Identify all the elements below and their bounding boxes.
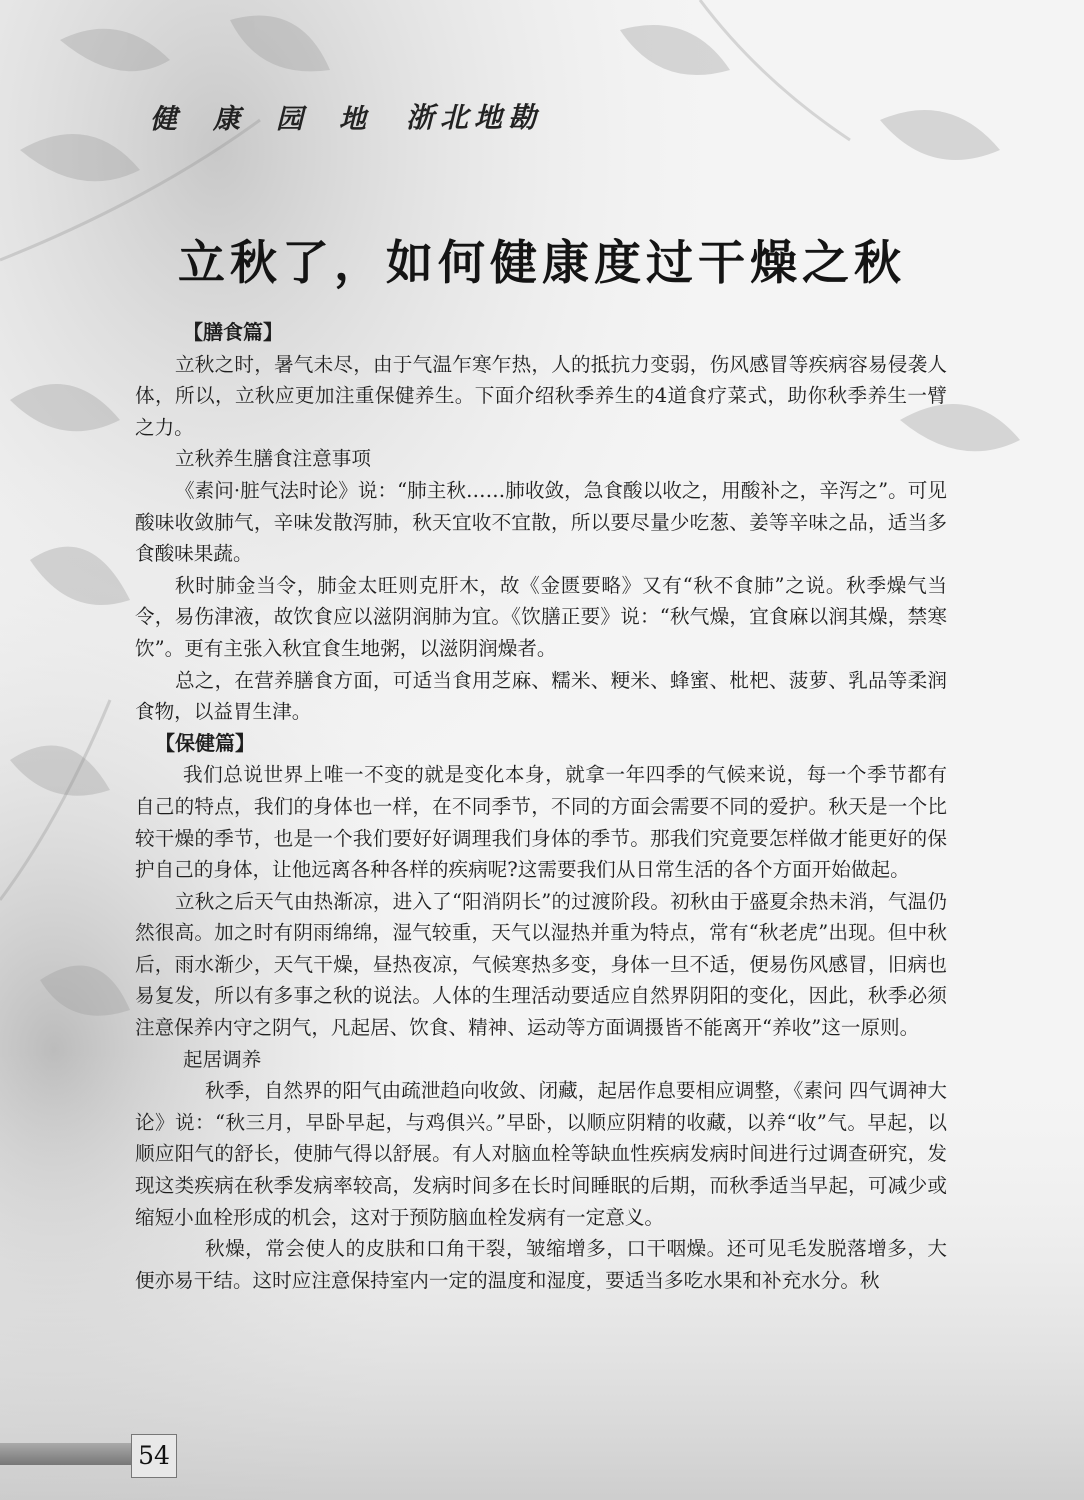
- section-heading-health: 【保健篇】: [155, 730, 255, 755]
- subheading-daily-routine: 起居调养: [183, 1047, 262, 1071]
- paragraph: 秋燥，常会使人的皮肤和口角干裂，皱缩增多，口干咽燥。还可见毛发脱落增多，大便亦易干结。这时应注意保持室内一定的温度和湿度，要适当多吃水果和补充水分。秋: [135, 1237, 947, 1292]
- magazine-name: 浙北地勘: [406, 101, 543, 134]
- magazine-header: [150, 96, 542, 136]
- page-number: 54: [131, 1434, 177, 1478]
- page-number-bar: [0, 1443, 131, 1465]
- paragraph: 《素问·脏气法时论》说：“肺主秋……肺收敛，急食酸以收之，用酸补之，辛泻之”。可见酸味收敛肺气，辛味发散泻肺，秋天宜收不宜散，所以要尽量少吃葱、姜等辛味之品，适当多食酸味果蔬。: [135, 478, 947, 566]
- article-title: 立秋了，如何健康度过干燥之秋: [178, 236, 906, 291]
- paragraph: 总之，在营养膳食方面，可适当食用芝麻、糯米、粳米、蜂蜜、枇杷、菠萝、乳品等柔润食物，以益胃生津。: [135, 668, 947, 724]
- paragraph: 立秋之时，暑气未尽，由于气温乍寒乍热，人的抵抗力变弱，伤风感冒等疾病容易侵袭人体，所以，立秋应更加注重保健养生。下面介绍秋季养生的4道食疗菜式，助你秋季养生一臂之力。: [135, 352, 947, 439]
- article-body: [135, 317, 947, 1296]
- paragraph: 秋时肺金当令，肺金太旺则克肝木，故《金匮要略》又有“秋不食肺”之说。秋季燥气当令，易伤津液，故饮食应以滋阴润肺为宜。《饮膳正要》说：“秋气燥，宜食麻以润其燥，禁寒饮”。更有主张入秋宜食生地粥，以滋阴润燥者。: [135, 573, 947, 660]
- paragraph: 立秋之后天气由热渐凉，进入了“阳消阴长”的过渡阶段。初秋由于盛夏余热未消，气温仍然很高。加之时有阴雨绵绵，湿气较重，天气以湿热并重为特点，常有“秋老虎”出现。但中秋后，雨水渐少，天气干燥，昼热夜凉，气候寒热多变，身体一旦不适，便易伤风感冒，旧病也易复发，所以有多事之秋的说法。人体的生理活动要适应自然界阴阳的变化，因此，秋季必须注意保养内守之阴气，凡起居、饮食、精神、运动等方面调摄皆不能离开“养收”这一原则。: [135, 889, 947, 1040]
- column-name: 健康园地: [150, 103, 402, 135]
- paragraph: 我们总说世界上唯一不变的就是变化本身，就拿一年四季的气候来说，每一个季节都有自己的特点，我们的身体也一样，在不同季节，不同的方面会需要不同的爱护。秋天是一个比较干燥的季节，也是一个我们要好好调理我们身体的季节。那我们究竟要怎样做才能更好的保护自己的身体，让他远离各种各样的疾病呢?这需要我们从日常生活的各个方面开始做起。: [135, 763, 947, 882]
- section-heading-diet: 【膳食篇】: [183, 320, 283, 344]
- paragraph: 秋季，自然界的阳气由疏泄趋向收敛、闭藏，起居作息要相应调整，《素问 四气调神大论》说：“秋三月，早卧早起，与鸡俱兴。”早卧，以顺应阴精的收藏，以养“收”气。早起，以顺应阳气的舒长，使肺气得以舒展。有人对脑血栓等缺血性疾病发病时间进行过调查研究，发现这类疾病在秋季发病率较高，发病时间多在长时间睡眠的后期，而秋季适当早起，可减少或缩短小血栓形成的机会，这对于预防脑血栓发病有一定意义。: [135, 1079, 947, 1229]
- subheading-diet-notes: 立秋养生膳食注意事项: [175, 447, 371, 471]
